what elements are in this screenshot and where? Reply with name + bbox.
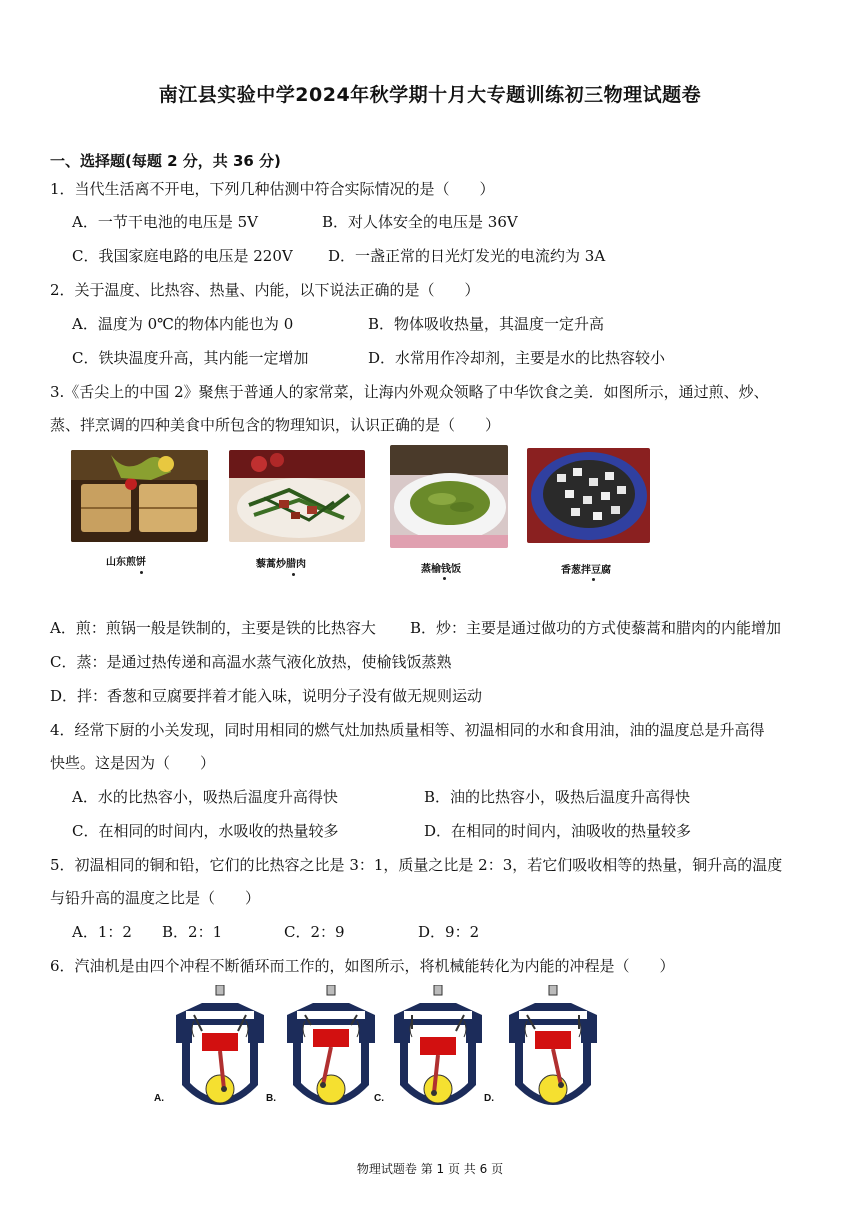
question-4-option-c: C．在相同的时间内，水吸收的热量较多: [72, 822, 339, 840]
question-5-stem-line1: 5．初温相同的铜和铅，它们的比热容之比是 3：1，质量之比是 2：3，若它们吸收相等的热量，铜升高的温度: [50, 856, 783, 874]
question-2-option-b: B．物体吸收热量，其温度一定升高: [368, 315, 605, 333]
engine-stroke-b: [283, 985, 379, 1117]
question-5-option-a: A．1：2: [72, 923, 132, 941]
question-1-option-d: D．一盏正常的日光灯发光的电流约为 3A: [328, 247, 606, 265]
question-3-option-b: B．炒：主要是通过做功的方式使藜蒿和腊肉的内能增加: [410, 619, 782, 637]
question-3-stem-line2: 蒸、拌烹调的四种美食中所包含的物理知识，认识正确的是（ ）: [50, 416, 501, 434]
question-3-stem-line1: 3.《舌尖上的中国 2》聚焦于普通人的家常菜，让海内外观众领略了中华饮食之美．如图所示，通过煎、炒、: [50, 383, 769, 401]
food-caption-2: 藜蒿炒腊肉: [256, 559, 306, 570]
caption-dot: [140, 571, 143, 574]
question-3-option-c: C．蒸：是通过热传递和高温水蒸气液化放热，使榆钱饭蒸熟: [50, 653, 452, 671]
engine-stroke-a: [172, 985, 268, 1117]
page-footer: 物理试题卷 第 1 页 共 6 页: [356, 1162, 504, 1176]
question-4-option-d: D．在相同的时间内，油吸收的热量较多: [424, 822, 692, 840]
food-caption-4: 香葱拌豆腐: [561, 565, 611, 576]
engine-stroke-c: [390, 985, 486, 1117]
caption-dot: [443, 577, 446, 580]
caption-dot: [292, 573, 295, 576]
question-5-stem-line2: 与铅升高的温度之比是（ ）: [50, 889, 261, 907]
food-photo-rice: [390, 445, 508, 548]
engine-label-c: C.: [374, 1093, 384, 1104]
question-5-option-c: C．2：9: [284, 923, 345, 941]
question-5-option-b: B．2：1: [162, 923, 223, 941]
engine-label-a: A.: [154, 1093, 164, 1104]
food-photo-stirfry: [229, 450, 365, 542]
question-3-option-d: D．拌：香葱和豆腐要拌着才能入味，说明分子没有做无规则运动: [50, 687, 483, 705]
food-caption-3: 蒸榆钱饭: [421, 564, 461, 575]
question-2-option-d: D．水常用作冷却剂，主要是水的比热容较小: [368, 349, 666, 367]
section-heading: 一、选择题(每题 2 分，共 36 分): [50, 152, 281, 170]
question-4-stem-line1: 4．经常下厨的小关发现，同时用相同的燃气灶加热质量相等、初温相同的水和食用油，油的温度总是升高得: [50, 721, 765, 739]
food-caption-1: 山东煎饼: [106, 557, 146, 568]
question-2-option-c: C．铁块温度升高，其内能一定增加: [72, 349, 309, 367]
question-1-option-c: C．我国家庭电路的电压是 220V: [72, 247, 293, 265]
food-photo-tofu: [527, 448, 650, 543]
question-5-option-d: D．9：2: [418, 923, 480, 941]
question-4-option-b: B．油的比热容小，吸热后温度升高得快: [424, 788, 691, 806]
question-4-option-a: A．水的比热容小，吸热后温度升高得快: [72, 788, 338, 806]
question-6-stem: 6．汽油机是由四个冲程不断循环而工作的，如图所示，将机械能转化为内能的冲程是（ ）: [50, 957, 675, 975]
engine-label-b: B.: [266, 1093, 276, 1104]
question-2-stem: 2．关于温度、比热容、热量、内能，以下说法正确的是（ ）: [50, 281, 480, 299]
question-2-option-a: A．温度为 0℃的物体内能也为 0: [72, 315, 294, 333]
caption-dot: [592, 578, 595, 581]
question-4-stem-line2: 快些。这是因为（ ）: [50, 754, 216, 772]
question-1-option-b: B．对人体安全的电压是 36V: [322, 213, 518, 231]
question-1-stem: 1．当代生活离不开电，下列几种估测中符合实际情况的是（ ）: [50, 180, 495, 198]
engine-stroke-d: [505, 985, 601, 1117]
exam-title: 南江县实验中学2024年秋学期十月大专题训练初三物理试题卷: [158, 84, 702, 106]
question-1-option-a: A．一节干电池的电压是 5V: [72, 213, 258, 231]
food-photo-jianbing: [71, 450, 208, 542]
engine-label-d: D.: [484, 1093, 494, 1104]
question-3-option-a: A．煎：煎锅一般是铁制的，主要是铁的比热容大: [50, 619, 376, 637]
